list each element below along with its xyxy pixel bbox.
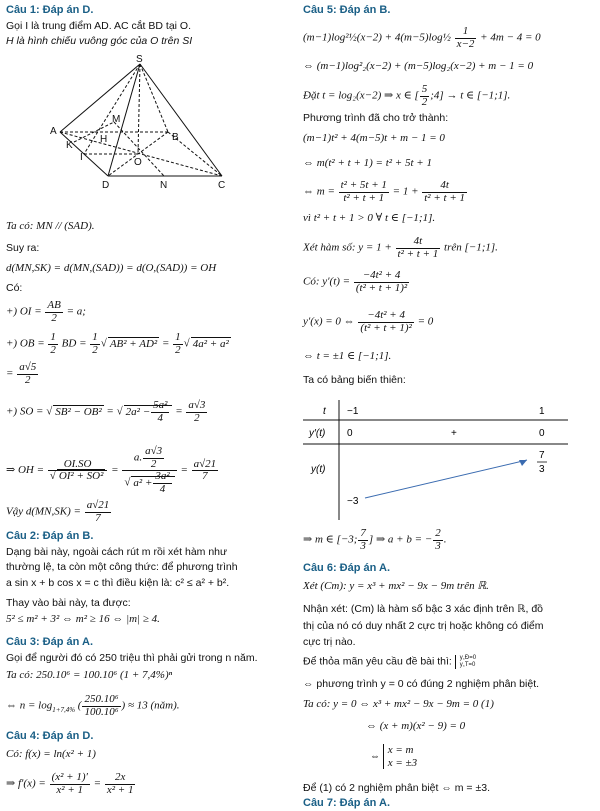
- table-t-left: −1: [347, 406, 359, 417]
- q5-eq-1: (m−1)log²½(x−2) + 4(m−5)log½ $\frac{1}{x-2}$ + 4m − 4 = 0: [303, 25, 541, 50]
- q6-line-1: Xét (Cm): y = x³ + mx² − 9x − 9m trên ℝ.: [303, 580, 489, 592]
- q6-line-7: Ta có: y = 0 ⇔ x³ + mx² − 9x − 9m = 0 (1): [303, 698, 494, 710]
- q5-eq-3: Đặt t = log₂(x−2) ⇒ x ∈ [ $\frac{5}{2}$ ;4] → t ∈ [−1;1].: [303, 83, 511, 108]
- fig-label-a: A: [50, 126, 57, 137]
- q5-eq-6: ⇔ m(t² + t + 1) = t² + 5t + 1: [303, 157, 432, 169]
- fig-label-o: O: [134, 157, 142, 168]
- q2-line-1: Dạng bài này, ngoài cách rút m rồi xét hàm như: [6, 546, 228, 558]
- q5-eq-10: Có: y′(t) = $\frac{\text{−4t² + 4}}{\text{(t² + t + 1)²}}$: [303, 269, 408, 294]
- q5-eq-12: ⇔ t = ±1 ∈ [−1;1].: [303, 350, 392, 362]
- q1-conclusion: Vậy d(MN,SK) = $\frac{a√21}{7}$: [6, 499, 110, 524]
- q3-heading: Câu 3: Đáp án A.: [6, 636, 93, 648]
- q5-heading: Câu 5: Đáp án B.: [303, 4, 391, 16]
- q6-line-2: Nhận xét: (Cm) là hàm số bậc 3 xác định trên ℝ, đồ: [303, 603, 544, 615]
- q2-line-4: Thay vào bài này, ta được:: [6, 597, 131, 609]
- q6-line-10: Để (1) có 2 nghiệm phân biệt ⇔ m = ±3.: [303, 782, 490, 794]
- table-yp-left: 0: [347, 428, 353, 439]
- q5-eq-2: ⇔ (m−1)log²₂(x−2) + (m−5)log₂(x−2) + m − 1 = 0: [303, 60, 534, 72]
- table-increase-arrow: [365, 460, 527, 498]
- pyramid-figure: [50, 54, 240, 199]
- q6-line-8: ⇔ (x + m)(x² − 9) = 0: [366, 720, 466, 732]
- variation-table: [303, 400, 568, 520]
- q5-eq-13: Ta có bảng biến thiên:: [303, 374, 406, 386]
- q5-eq-5: (m−1)t² + 4(m−5)t + m − 1 = 0: [303, 132, 445, 144]
- fig-label-c: C: [218, 180, 226, 191]
- table-y-bottom: −3: [347, 496, 359, 507]
- q1-eq-distance: d(MN,SK) = d(MN,(SAD)) = d(O,(SAD)) = OH: [6, 262, 217, 274]
- q6-line-9: ⇔ x = m x = ±3: [370, 744, 418, 769]
- q4-line-2: ⇒ f′(x) = $\frac{\text{(x² + 1)′}}{\text{x² + 1}}$ = $\frac{2x}{\text{x² + 1}}$: [6, 771, 134, 796]
- arrow-head-icon: [519, 460, 527, 466]
- q5-eq-8: vì t² + t + 1 > 0 ∀ t ∈ [−1;1].: [303, 212, 436, 224]
- fig-label-b: B: [172, 132, 179, 143]
- q2-heading: Câu 2: Đáp án B.: [6, 530, 94, 542]
- fig-label-d: D: [102, 180, 110, 191]
- q3-line-1: Gọi để người đó có 250 triệu thì phải gửi trong n năm.: [6, 652, 258, 664]
- q5-eq-14: ⇒ m ∈ [−3; $\frac{7}{3}$ ] ⇒ a + b = − $\frac{2}{3}$ .: [303, 527, 447, 552]
- q6-heading: Câu 6: Đáp án A.: [303, 562, 390, 574]
- table-yp-mid: +: [451, 428, 457, 439]
- fig-label-s: S: [136, 54, 143, 65]
- fig-label-h: H: [100, 134, 108, 145]
- q6-line-3: thị của nó có duy nhất 2 cực trị hoặc không có điểm: [303, 620, 544, 632]
- q4-heading: Câu 4: Đáp án D.: [6, 730, 94, 742]
- fig-label-k: K: [66, 140, 73, 151]
- q5-eq-11: y′(x) = 0 ⇔ $\frac{\text{−4t² + 4}}{\text{(t² + t + 1)²}}$ = 0: [303, 309, 434, 334]
- q6-line-4: cực trị nào.: [303, 636, 356, 648]
- q2-line-5: 5² ≤ m² + 3² ⇔ m² ≥ 16 ⇔ |m| ≥ 4.: [6, 613, 160, 625]
- q5-eq-9: Xét hàm số: y = 1 + $\frac{4t}{\text{t² + t + 1}}$ trên [−1;1].: [303, 235, 498, 260]
- table-row-yprime: y′(t): [309, 428, 326, 439]
- table-yp-right: 0: [539, 428, 545, 439]
- fig-label-n: N: [160, 180, 168, 191]
- q3-line-2: Ta có: 250.10⁶ = 100.10⁶ (1 + 7,4%)ⁿ: [6, 669, 173, 681]
- q1-intro-1: Gọi I là trung điểm AD. AC cắt BD tại O.: [6, 20, 191, 32]
- table-t-right: 1: [539, 406, 545, 417]
- q1-eq-ob-result: = $\frac{a√5}{2}$: [6, 361, 37, 386]
- q1-eq-oi: +) OI = $\frac{AB}{2}$ = a;: [6, 299, 86, 324]
- q2-line-2: thường lệ, ta còn một công thức: để phương trình: [6, 561, 238, 573]
- table-row-t: t: [323, 406, 326, 417]
- q1-ta-co: Ta có: MN // (SAD).: [6, 220, 95, 232]
- q3-line-3: ⇔ $n = \log_{1+7,4\%}$ ( $\frac{\text{250.10⁶}}{\text{100.10⁶}}$ ) ≈ 13 (năm).: [6, 693, 180, 718]
- q1-heading: Câu 1: Đáp án D.: [6, 4, 94, 16]
- q6-line-5: Để thỏa mãn yêu cầu đề bài thì: y꜀Đ=0 y꜀T=0: [303, 655, 477, 668]
- table-y-top-num: 7: [539, 450, 545, 461]
- q1-eq-oh: ⇒ OH = $\frac{OI.SO}{\text{√ OI² + SO²}}$ = a. $\frac{a√3}{2}$ √ a² + $\frac{\text{3a²}}{4}$ = $\frac{a√21}{7}$: [6, 445, 217, 495]
- q1-eq-so: +) SO = √ SB² − OB² = √ 2a² − $\frac{\text{5a²}}{4}$ = $\frac{a√3}{2}$: [6, 399, 206, 424]
- q2-line-3: a sin x + b cos x = c thì điều kiện là: c² ≤ a² + b².: [6, 577, 230, 589]
- q5-eq-4: Phương trình đã cho trở thành:: [303, 112, 449, 124]
- table-y-top-den: 3: [539, 464, 545, 475]
- q6-line-6: ⇔ phương trình y = 0 có đúng 2 nghiệm phân biệt.: [303, 678, 540, 690]
- q4-line-1: Có: f(x) = ln(x² + 1): [6, 748, 96, 760]
- fig-label-i: I: [80, 152, 83, 163]
- q7-heading: Câu 7: Đáp án A.: [303, 797, 390, 809]
- fig-label-m: M: [112, 114, 121, 125]
- q5-eq-7: ⇔ m = $\frac{\text{t² + 5t + 1}}{\text{t² + t + 1}}$ = 1 + $\frac{4t}{\text{t² + t + 1}}$: [303, 179, 466, 204]
- q1-eq-ob: +) OB = $\frac{1}{2}$ BD = $\frac{1}{2}$ √ AB² + AD² = $\frac{1}{2}$ √ 4a² + a²: [6, 331, 229, 356]
- q1-suy-ra: Suy ra:: [6, 242, 40, 254]
- table-row-y: y(t): [311, 464, 326, 475]
- q1-intro-2: H là hình chiếu vuông góc của O trên SI: [6, 35, 193, 47]
- q1-co: Có:: [6, 282, 23, 294]
